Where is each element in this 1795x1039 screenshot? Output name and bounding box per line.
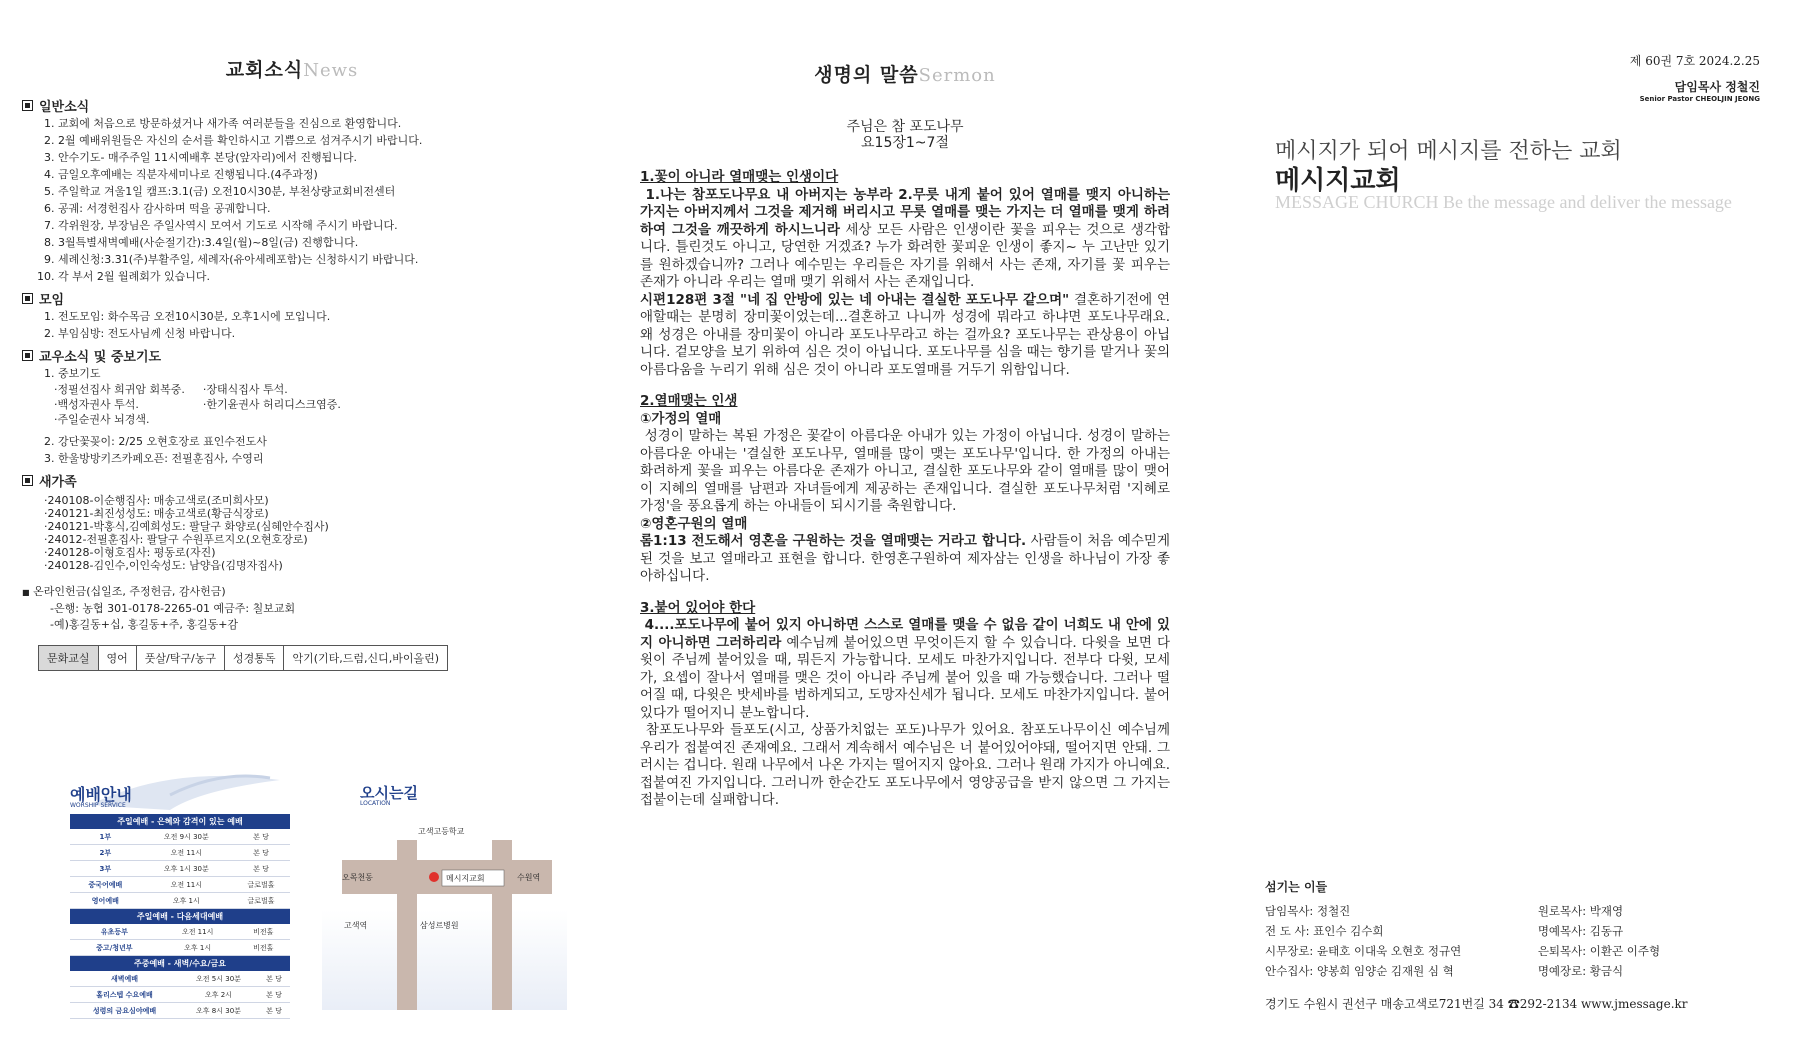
flower-item: 2. 강단꽃꽂이: 2/25 오현호장로 표인수전도사 [58,433,582,450]
map-label-west: 오목천동 [342,873,373,882]
sermon-section-1-heading: 1.꽃이 아니라 열매맺는 인생이다 [640,169,839,185]
worship-schedule [70,814,290,1019]
sermon-section-2-heading: 2.열매맺는 인생 [640,393,738,409]
checkbox-square-icon [22,293,33,304]
worship-cell: 본 당 [258,1003,290,1019]
prayer-row [54,382,359,397]
worship-cell: 새벽예배 [70,971,179,987]
checkbox-square-icon [22,100,33,111]
worship-row [70,861,290,877]
meetings-section: 모임 1. 전도모임: 화수목금 오전10시30분, 오후1시에 모입니다. 2. 부임심방: 전도사님께 신청 바랍니다. [22,289,582,342]
staff-row [1265,941,1705,961]
worship-cell: 오전 11시 [159,924,237,940]
map-pin-icon [429,872,439,882]
worship-title: 예배안내 [70,785,132,804]
worship-row [70,829,290,845]
worship-cell: 본 당 [232,845,290,861]
worship-row [70,987,290,1003]
meetings-list [22,308,582,342]
sermon-paragraph: 시편128편 3절 "네 집 안방에 있는 네 아내는 결실한 포도나무 같으며" 결혼하기전에 연애할때는 분명히 장미꽃이었는데...결혼하고 나니까 성경에 뭐라고 하냐면 포도나무래요. 왜 성경은 아내를 장미꽃이 아니라 포도나무라고 하는 걸까요? 포도나무는 관상용이 아닙니다. 겉모양을 보기 위하여 심은 것이 아닙니다. 포도나무를 심을 때는 향기를 맡거나 꽃의 아름다움을 누리기 위해 심은 것이 아니라 포도열매를 거두기 위함입니다. [640,291,1170,378]
worship-row [70,940,290,956]
members-section: 교우소식 및 중보기도 1. 중보기도 ·정필선집사 희귀암 회복중. ·장태식집사 투석. ·백성자권사 투석. ·한기윤권사 허리디스크염증. ·주일순권사 뇌경색. 2. 강단꽃꽂이: 2/25 오현호장로 표인수전도사 3. 한울방방키즈카페오픈: 전필훈집사, 수영리 [22,346,582,467]
worship-cell: 오후 8시 30분 [179,1003,258,1019]
staff-entry: 명예목사: 김동규 [1537,924,1624,938]
worship-cell: 글로벌홀 [232,893,290,909]
prayer-table [54,382,359,427]
new-family-item: ·240128-김인수,이인숙성도: 남양읍(김명자집사) [44,559,283,572]
worship-band-header: 주일예배 - 다음세대예배 [70,909,290,924]
staff-entry: 담임목사: 정철진 [1265,904,1351,918]
prayer-item: 1. 중보기도 ·정필선집사 희귀암 회복중. ·장태식집사 투석. ·백성자권사 투석. ·한기윤권사 허리디스크염증. ·주일순권사 뇌경색. [58,365,582,427]
worship-title-en: WORSHIP SERVICE [70,802,126,809]
worship-cell: 오전 9시 30분 [141,829,232,845]
general-news-item: 2. 2월 예배위원들은 자신의 순서를 확인하시고 기쁨으로 섬겨주시기 바랍니다. [58,132,582,149]
worship-cell: 본 당 [258,971,290,987]
worship-cell: 홀리스텝 수요예배 [70,987,179,1003]
sermon-section-3-heading: 3.붙어 있어야 한다 [640,599,756,616]
general-news-item: 6. 공궤: 서경헌집사 감사하며 떡을 공궤합니다. [58,200,582,217]
staff-entry: 전 도 사: 표인수 김수희 [1265,924,1384,938]
new-family-item: ·240121-최진성성도: 매송고색로(황금식장로) [44,507,269,520]
culture-class-cell: 영어 [98,646,136,671]
staff-title: 섬기는 이들 [1265,880,1328,894]
map-title: 오시는길 [360,784,418,802]
prayer-entry: ·장태식집사 투석. [202,383,288,396]
worship-cell: 오후 1시 30분 [141,861,232,877]
map-label-church: 메시지교회 [446,874,485,883]
offering-example: -예)홍길동+십, 홍길동+주, 홍길동+감 [50,618,239,631]
worship-band-table [70,924,290,956]
prayer-entry [203,412,359,427]
worship-cell: 1부 [70,829,141,845]
worship-band-table [70,829,290,909]
prayer-entry: ·정필선집사 희귀암 회복중. [54,383,185,396]
worship-card [50,760,290,1015]
news-heading: 교회소식News [225,59,359,81]
worship-cell: 중고/청년부 [70,940,159,956]
sermon-title-block [640,119,1170,151]
staff-entry: 원로목사: 박재영 [1537,904,1624,918]
issue-number: 제 60권 7호 2024.2.25 [1629,54,1760,68]
staff-table [1265,901,1705,981]
sermon-subheading: ①가정의 열매 [640,410,722,427]
staff-entry: 시무장로: 윤태호 이대욱 오현호 정규연 [1265,944,1462,958]
worship-band-header: 주중예배 - 새벽/수요/금요 [70,956,290,971]
sermon-heading: 생명의 말씀Sermon [814,64,996,86]
worship-cell: 오전 5시 30분 [179,971,258,987]
worship-band-header: 주일예배 - 은혜와 감격이 있는 예배 [70,814,290,829]
staff-row [1265,901,1705,921]
church-slogan-en: MESSAGE CHURCH Be the message and deliver the message [1275,192,1732,212]
sermon-paragraph: 롬1:13 전도해서 영혼을 구원하는 것을 열매맺는 거라고 합니다. 사람들이 처음 예수믿게 된 것을 보고 열매라고 표현을 합니다. 한영혼구원하여 제자삼는 인생을 하나님이 가장 좋아하십니다. [640,533,1170,584]
culture-class-cell: 악기(기타,드럼,신디,바이올린) [284,646,448,671]
general-news-item: 5. 주일학교 겨울1일 캠프:3.1(금) 오전10시30분, 부천상량교회비전센터 [58,183,582,200]
worship-row [70,924,290,940]
new-family-list [22,494,582,572]
kidscafe-item: 3. 한울방방키즈카페오픈: 전필훈집사, 수영리 [58,450,582,467]
general-news-item: 3. 안수기도- 매주주일 11시예배후 본당(앞자리)에서 진행됩니다. [58,149,582,166]
sermon-paragraph: 4....포도나무에 붙어 있지 아니하면 스스로 열매를 맺을 수 없음 같이 너희도 내 안에 있지 아니하면 그러하리라 예수님께 붙어있으면 무엇이든지 할 수 있습니다. 다윗을 보면 다윗이 주님께 붙어있을 때, 뭐든지 가능합니다. 모세도 마찬가지입니다. 전부다 다윗, 모세가, 요셉이 잘나서 열매를 맺은 것이 아니라 주님께 붙어 있을 때 가능했습니다. 그러나 떨어질 때, 다윗은 밧세바를 범하게되고, 도망자신세가 됩니다. 모세도 마찬가지입니다. 붙어있다가 떨어지니 분노합니다. [640,617,1171,721]
location-map [322,760,567,1010]
checkbox-square-icon [22,350,33,361]
new-family-item: ·24012-전필훈집사: 팔달구 수원푸르지오(오현호장로) [44,533,308,546]
church-slogan: 메시지가 되어 메시지를 전하는 교회 [1275,139,1622,164]
staff-row [1265,921,1705,941]
sermon-reference: 요15장1~7절 [861,135,949,151]
new-family-item: ·240108-이순행집사: 매송고색로(조미희사모) [44,494,269,507]
general-news-item: 1. 교회에 처음으로 방문하셨거나 새가족 여러분들을 진심으로 환영합니다. [58,115,582,132]
staff-entry: 명예장로: 황금식 [1537,964,1624,978]
worship-row [70,877,290,893]
sermon-paragraph: 1.나는 참포도나무요 내 아버지는 농부라 2.무릇 내게 붙어 있어 열매를 맺지 아니하는 가지는 아버지께서 그것을 제거해 버리시고 무릇 열매를 맺는 가지는 더 열매를 맺게 하려 하여 그것을 깨끗하게 하시느니라 세상 모든 사람은 인생이란 꽃을 피우는 것으로 생각합니다. 틀린것도 아니고, 당연한 거겠죠? 누가 화려한 꽃피운 인생이 좋지~ 누 고난만 있기를 원하겠습니까? 그러나 예수믿는 우리들은 자기를 위해서 사는 존재, 자기를 꽃 피우는 존재가 아니라 우리는 열매 맺기 위해서 사는 존재입니다. [640,186,1170,290]
staff-entry: 안수집사: 양봉희 임양순 김재원 심 혁 [1265,964,1454,978]
offering-bank: -은행: 농협 301-0178-2265-01 예금주: 칠보교회 [50,602,296,615]
prayer-row [54,412,359,427]
senior-pastor-en: Senior Pastor CHEOLJIN JEONG [1639,95,1760,103]
general-news-list [22,115,582,285]
news-column [22,0,582,1015]
worship-cell: 오후 1시 [159,940,237,956]
general-news-item: 8. 3월특별새벽예배(사순절기간):3.4일(월)~8일(금) 진행합니다. [58,234,582,251]
culture-class-cell: 풋살/탁구/농구 [136,646,224,671]
sermon-title: 주님은 참 포도나무 [846,119,964,135]
staff-block [1265,878,1705,981]
worship-cell: 비전홀 [237,940,290,956]
general-news-section: 일반소식 1. 교회에 처음으로 방문하셨거나 새가족 여러분들을 진심으로 환영합니다. 2. 2월 예배위원들은 자신의 순서를 확인하시고 기쁨으로 섬겨주시기 바랍니다. 3. 안수기도- 매주주일 11시예배후 본당(앞자리)에서 진행됩니다. 4. 금일오후예배는 직분자세미나로 진행됩니다.(4주과정) 5. 주일학교 겨울1일 캠프:3.1(금) 오전10시30분, 부천상량교회비전센터 6. 공궤: 서경헌집사 감사하며 떡을 공궤합니다. 7. 각위원장, 부장님은 주일사역시 모여서 기도로 시작해 주시기 바랍니다. 8. 3월특별새벽예배(사순절기간):3.4일(월)~8일(금) 진행합니다. 9. 세례신청:3.31(주)부활주일, 세례자(유아세례포함)는 신청하시기 바랍니다. 10. 각 부서 2월 월례회가 있습니다. [22,96,582,285]
offering-block: ■ 온라인헌금(십일조, 주정헌금, 감사헌금) -은행: 농협 301-0178-2265-01 예금주: 칠보교회 -예)홍길동+십, 홍길동+주, 홍길동+감 [22,584,582,633]
prayer-row [54,397,359,412]
worship-row [70,971,290,987]
worship-cell: 글로벌홀 [232,877,290,893]
culture-class-cell: 성경통독 [224,646,284,671]
prayer-entry: ·한기윤권사 허리디스크염증. [202,398,341,411]
map-label-east: 수원역 [517,873,541,882]
new-family-item: ·240121-박홍식,김예희성도: 팔달구 화양로(심혜안수집사) [44,520,329,533]
prayer-entry: ·백성자권사 투석. [54,398,139,411]
worship-cell: 중국어예배 [70,877,141,893]
worship-cell: 비전홀 [237,924,290,940]
church-address: 경기도 수원시 권선구 매송고색로721번길 34 ☎292-2134 www.jmessage.kr [1265,997,1688,1011]
prayer-entry: ·주일순권사 뇌경색. [54,413,150,426]
map-card [322,760,567,1010]
sermon-paragraph: 성경이 말하는 복된 가정은 꽃같이 아름다운 아내가 있는 가정이 아닙니다. 성경이 말하는 아름다운 아내는 '결실한 포도나무, 열매를 많이 맺는 포도나무'입니다. 한 가정의 아내는 화려하게 꽃을 피우는 아름다운 존재가 아니고, 결실한 포도나무와 같이 열매를 많이 맺어 이 지혜의 열매를 남편과 자녀들에게 제공하는 존재입니다. 결실한 포도나무처럼 '지혜로 가정'을 풍요롭게 하는 아내들이 되시기를 축원합니다. [640,428,1170,514]
worship-cell: 오전 11시 [141,877,232,893]
worship-row [70,845,290,861]
general-news-item: 9. 세례신청:3.31(주)부활주일, 세례자(유아세례포함)는 신청하시기 바랍니다. [58,251,582,268]
worship-cell: 3부 [70,861,141,877]
worship-cell: 오후 2시 [179,987,258,1003]
worship-row [70,893,290,909]
worship-cell: 2부 [70,845,141,861]
worship-cell: 유초등부 [70,924,159,940]
senior-pastor: 담임목사 정철진 [1674,80,1760,94]
bullet-square-icon: ■ [22,588,30,597]
general-news-item: 10. 각 부서 2월 월례회가 있습니다. [58,268,582,285]
worship-cell: 본 당 [232,829,290,845]
culture-class-table [38,645,448,671]
worship-cell: 오후 1시 [141,893,232,909]
new-family-section: 새가족 ·240108-이순행집사: 매송고색로(조미희사모) ·240121-최진성성도: 매송고색로(황금식장로) ·240121-박홍식,김예희성도: 팔달구 화양로(심혜안수집사) ·24012-전필훈집사: 팔달구 수원푸르지오(오현호장로) ·240128-이형호집사: 평동로(자진) ·240128-김인수,이인숙성도: 남양읍(김명자집사) [22,471,582,572]
worship-cell: 본 당 [258,987,290,1003]
sermon-paragraph: 참포도나무와 들포도(시고, 상품가치없는 포도)나무가 있어요. 참포도나무이신 예수님께 우리가 접붙여진 존재예요. 그래서 계속해서 예수님은 너 붙어있어야돼, 떨어지면 안돼. 그러시는 겁니다. 원래 나무에서 나온 가지는 떨어지지 않아요. 그러나 원래 가지가 아니예요. 접붙여진 가지입니다. 그러니까 한순간도 포도나무에서 영양공급을 받지 않으면 그 가지는 접붙이는데 실패합니다. [640,722,1170,808]
checkbox-square-icon [22,475,33,486]
worship-cell: 본 당 [232,861,290,877]
map-label-school: 고색고등학교 [418,827,465,836]
staff-entry: 은퇴목사: 이환곤 이주형 [1537,944,1661,958]
worship-cell: 오전 11시 [141,845,232,861]
sermon-body [640,169,1170,810]
sermon-subheading: ②영혼구원의 열매 [640,515,748,532]
new-family-item: ·240128-이형호집사: 평동로(자진) [44,546,216,559]
culture-class-cell: 문화교실 [39,646,99,671]
cover-column [1250,0,1780,1039]
worship-band-table [70,971,290,1019]
general-news-item: 7. 각위원장, 부장님은 주일사역시 모여서 기도로 시작해 주시기 바랍니다. [58,217,582,234]
church-name: 메시지교회 [1275,166,1401,196]
general-news-item: 4. 금일오후예배는 직분자세미나로 진행됩니다.(4주과정) [58,166,582,183]
staff-row [1265,961,1705,981]
worship-cell: 성령의 금요심야예배 [70,1003,179,1019]
meeting-item: 1. 전도모임: 화수목금 오전10시30분, 오후1시에 모입니다. [58,308,582,325]
worship-row [70,1003,290,1019]
map-label-sw: 고색역 [344,921,368,930]
map-title-en: LOCATION [360,800,391,807]
worship-cell: 영어예배 [70,893,141,909]
sermon-column [640,0,1170,810]
meeting-item: 2. 부임심방: 전도사님께 신청 바랍니다. [58,325,582,342]
map-label-hospital: 삼성르병원 [420,921,459,930]
